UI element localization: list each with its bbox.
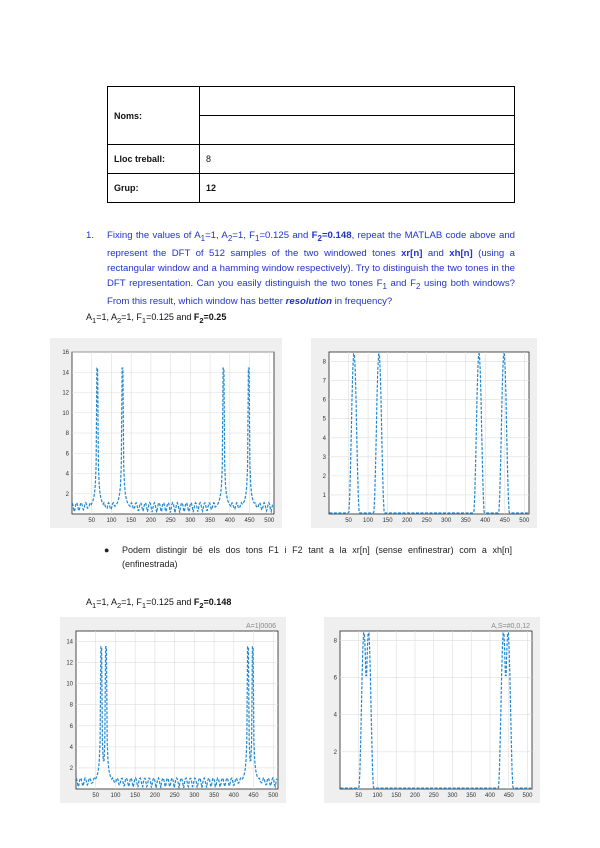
x-tick-label: 400 [228,793,239,799]
y-tick-label: 6 [333,675,337,682]
y-tick-label: 2 [65,491,69,498]
x-tick-label: 250 [428,793,439,799]
value-noms-1[interactable] [200,87,515,116]
x-tick-label: 400 [224,518,235,524]
heading-case-2: $A_1=1$, $A_2=1$, $F_1=0.125$ and $F_2=0.148$ [86,597,232,610]
x-tick-label: 200 [145,518,156,524]
y-tick-label: 1 [322,492,326,499]
x-tick-label: 150 [391,793,402,799]
x-tick-label: 500 [264,518,275,524]
x-tick-label: 100 [363,518,374,524]
x-tick-label: 500 [268,793,279,799]
x-tick-label: 300 [185,518,196,524]
y-tick-label: 4 [333,712,337,719]
y-tick-label: 5 [322,416,326,423]
y-tick-label: 12 [66,660,73,667]
question-number: 1. [86,230,95,241]
x-tick-label: 100 [372,793,383,799]
chart-hamming-f2-025 [311,338,537,528]
x-tick-label: 450 [499,518,510,524]
value-noms-2[interactable] [200,116,515,145]
y-tick-label: 6 [69,723,73,730]
label-grup: Grup: [108,174,200,203]
x-tick-label: 350 [460,518,471,524]
x-tick-label: 50 [345,518,352,524]
y-tick-label: 14 [66,639,73,646]
student-info-table [107,86,515,203]
y-tick-label: 8 [322,359,326,366]
x-tick-label: 350 [466,793,477,799]
question-1: 1. Fixing the values of $A_1=1$, $A_2=1$, $F_1=0.125$ and $F_2=0.148$, repeat the MATLAB code above and represent the DFT of 512 samples of the two windowed tones xr[n] and xh[n] (using a rectangular window and a hamming window respectively). Try to distinguish the two tones in the DFT representation. Can you easily distinguish the two tones $F_1$ and $F_2$ using both windows? From this result, which window has better resolution in frequency? [86,230,516,307]
y-tick-label: 14 [62,370,69,377]
x-tick-label: 450 [244,518,255,524]
x-tick-label: 200 [149,793,160,799]
x-tick-label: 300 [189,793,200,799]
x-tick-label: 250 [165,518,176,524]
x-tick-label: 100 [110,793,121,799]
x-tick-label: 150 [382,518,393,524]
x-tick-label: 350 [205,518,216,524]
y-tick-label: 16 [62,350,69,356]
plot-area [329,352,529,514]
x-tick-label: 300 [441,518,452,524]
x-tick-label: 50 [88,518,96,524]
y-tick-label: 2 [322,473,326,480]
x-tick-label: 200 [409,793,421,799]
x-tick-label: 50 [355,793,363,799]
y-tick-label: 7 [322,378,326,385]
x-tick-label: 450 [248,793,259,799]
heading-case-1: $A_1=1$, $A_2=1$, $F_1=0.125$ and $F_2=0.25$ [86,312,227,325]
y-tick-label: 12 [62,390,69,397]
x-tick-label: 250 [421,518,432,524]
label-noms: Noms: [108,87,200,145]
x-tick-label: 150 [130,793,141,799]
x-tick-label: 150 [126,518,137,524]
x-tick-label: 350 [209,793,220,799]
y-tick-label: 2 [333,749,337,756]
chart-rect-f2-0148 [60,617,286,803]
x-tick-label: 450 [503,793,514,799]
plot-area [340,631,532,789]
y-tick-label: 6 [65,451,69,458]
y-tick-label: 6 [322,397,326,404]
y-tick-label: 8 [333,638,337,645]
y-tick-label: 8 [65,431,69,437]
x-tick-label: 200 [402,518,413,524]
chart-rect-f2-025 [50,338,282,528]
bullet-text: Podem distingir bé els dos tons F1 i F2 tant a la xr[n] (sense enfinestrar) com a xh[n] (enfinestrada) [122,545,512,569]
label-lloc-treball: Lloc treball: [108,145,200,174]
x-tick-label: 50 [92,793,100,799]
bullet-dot: ● [104,545,110,555]
x-tick-label: 500 [522,793,533,799]
value-lloc-treball[interactable]: 8 [200,145,515,174]
y-tick-label: 3 [322,454,326,461]
y-tick-label: 2 [69,765,73,772]
chart-annotation: A=1|0006 [245,623,276,630]
x-tick-label: 400 [484,793,496,799]
x-tick-label: 100 [106,518,117,524]
y-tick-label: 8 [69,702,73,709]
y-tick-label: 4 [322,435,326,442]
y-tick-label: 4 [65,471,69,478]
y-tick-label: 10 [66,681,73,688]
y-tick-label: 4 [69,744,73,751]
x-tick-label: 400 [480,518,491,524]
y-tick-label: 10 [62,410,69,417]
x-tick-label: 300 [447,793,458,799]
value-grup[interactable]: 12 [200,174,515,203]
x-tick-label: 500 [519,518,530,524]
chart-annotation: A,S=#0,0,12 [491,623,530,630]
chart-hamming-f2-0148 [324,617,540,803]
x-tick-label: 250 [169,793,180,799]
